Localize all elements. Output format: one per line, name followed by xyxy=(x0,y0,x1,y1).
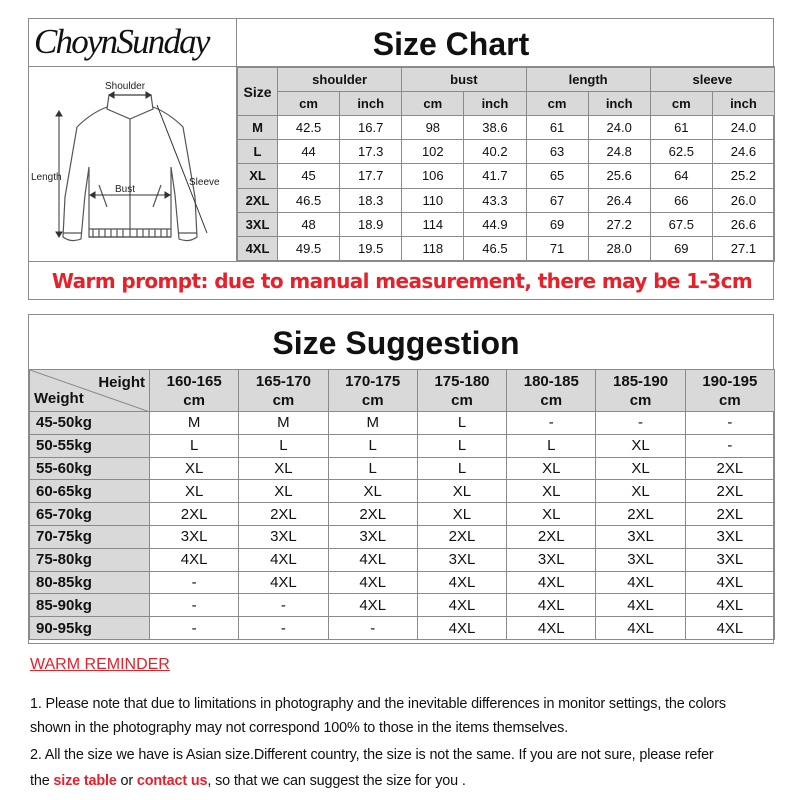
height-range: 185-190 xyxy=(613,372,669,390)
size-label: 3XL xyxy=(238,212,278,236)
warm-prompt: Warm prompt: due to manual measurement, there may be 1-3cm xyxy=(29,261,775,300)
size-suggestion-table xyxy=(29,369,775,640)
note-text: the xyxy=(30,773,54,789)
suggested-size-cell: 4XL xyxy=(239,571,328,594)
suggested-size-cell: XL xyxy=(596,457,685,480)
suggested-size-cell: L xyxy=(417,434,506,457)
measurement-cell: 44 xyxy=(278,140,340,164)
suggested-size-cell: XL xyxy=(417,480,506,503)
weight-row xyxy=(30,503,775,526)
suggested-size-cell: - xyxy=(150,594,239,617)
height-range: 165-170 xyxy=(255,372,311,390)
suggested-size-cell: 2XL xyxy=(328,503,417,526)
measurement-cell: 66 xyxy=(650,188,712,212)
height-unit: cm xyxy=(361,391,384,409)
size-chart-panel xyxy=(28,18,774,300)
size-suggestion-title: Size Suggestion xyxy=(272,325,520,361)
measurement-cell: 110 xyxy=(402,188,464,212)
measurement-cell: 27.2 xyxy=(588,212,650,236)
height-unit: cm xyxy=(451,391,473,409)
measurement-cell: 62.5 xyxy=(650,140,712,164)
size-table-link[interactable]: size table xyxy=(53,773,117,789)
measurement-cell: 24.6 xyxy=(712,140,774,164)
height-range: 175-180 xyxy=(434,372,490,390)
size-row xyxy=(238,212,775,236)
height-unit: cm xyxy=(719,391,741,409)
suggested-size-cell: 3XL xyxy=(507,548,596,571)
suggested-size-cell: L xyxy=(417,457,506,480)
suggested-size-cell: 2XL xyxy=(685,480,774,503)
group-header: length xyxy=(526,68,650,92)
suggested-size-cell: 4XL xyxy=(328,548,417,571)
measurement-cell: 26.4 xyxy=(588,188,650,212)
size-column-header: Size xyxy=(238,68,278,116)
weight-range: 85-90kg xyxy=(30,594,150,617)
suggested-size-cell: 4XL xyxy=(417,594,506,617)
suggested-size-cell: L xyxy=(328,457,417,480)
suggested-size-cell: XL xyxy=(596,480,685,503)
suggested-size-cell: 4XL xyxy=(328,571,417,594)
measurement-cell: 16.7 xyxy=(340,116,402,140)
brand-logo: ChoynSunday xyxy=(29,19,237,67)
measurement-cell: 24.0 xyxy=(588,116,650,140)
size-chart-title: Size Chart xyxy=(237,19,775,67)
height-range: 160-165 xyxy=(166,372,222,390)
measurement-cell: 25.2 xyxy=(712,164,774,188)
suggested-size-cell: XL xyxy=(596,434,685,457)
contact-us-link[interactable]: contact us xyxy=(136,773,208,789)
suggested-size-cell: 2XL xyxy=(685,503,774,526)
suggested-size-cell: 4XL xyxy=(685,594,774,617)
bust-label: Bust xyxy=(115,184,136,195)
weight-row xyxy=(30,525,775,548)
suggested-size-cell: 3XL xyxy=(685,548,774,571)
measurement-cell: 43.3 xyxy=(464,188,526,212)
suggested-size-cell: 4XL xyxy=(328,594,417,617)
unit-header: inch xyxy=(340,92,402,116)
group-header: shoulder xyxy=(278,68,402,92)
measurement-cell: 38.6 xyxy=(464,116,526,140)
measurement-cell: 45 xyxy=(278,164,340,188)
suggested-size-cell: 2XL xyxy=(239,503,328,526)
measurement-cell: 24.0 xyxy=(712,116,774,140)
measurement-cell: 67.5 xyxy=(650,212,712,236)
suggested-size-cell: L xyxy=(150,434,239,457)
suggested-size-cell: XL xyxy=(417,503,506,526)
height-unit: cm xyxy=(629,391,652,409)
height-range-header xyxy=(328,370,417,412)
weight-range: 65-70kg xyxy=(30,503,150,526)
suggested-size-cell: - xyxy=(685,434,774,457)
suggested-size-cell: XL xyxy=(328,480,417,503)
measurement-cell: 65 xyxy=(526,164,588,188)
measurement-cell: 71 xyxy=(526,236,588,260)
suggested-size-cell: 4XL xyxy=(596,617,685,640)
suggested-size-cell: XL xyxy=(239,480,328,503)
suggested-size-cell: XL xyxy=(507,480,596,503)
suggested-size-cell: XL xyxy=(507,503,596,526)
shoulder-label: Shoulder xyxy=(105,81,146,92)
weight-row xyxy=(30,457,775,480)
suggested-size-cell: - xyxy=(150,571,239,594)
group-header: sleeve xyxy=(650,68,774,92)
weight-range: 70-75kg xyxy=(30,525,150,548)
height-weight-corner xyxy=(30,370,150,412)
measurement-cell: 114 xyxy=(402,212,464,236)
measurement-cell: 69 xyxy=(526,212,588,236)
measurement-cell: 69 xyxy=(650,236,712,260)
measurement-cell: 17.3 xyxy=(340,140,402,164)
measurement-cell: 40.2 xyxy=(464,140,526,164)
suggested-size-cell: L xyxy=(328,434,417,457)
measurement-cell: 102 xyxy=(402,140,464,164)
measurement-cell: 48 xyxy=(278,212,340,236)
measurement-cell: 46.5 xyxy=(464,236,526,260)
suggested-size-cell: - xyxy=(685,412,774,435)
size-label: 4XL xyxy=(238,236,278,260)
weight-range: 50-55kg xyxy=(30,434,150,457)
reminder-note-1-line-1: 1. Please note that due to limitations in photography and the inevitable differences in monitor settings, the colors xyxy=(30,696,726,712)
suggested-size-cell: M xyxy=(328,412,417,435)
height-range-header xyxy=(239,370,328,412)
size-row xyxy=(238,164,775,188)
suggested-size-cell: XL xyxy=(239,457,328,480)
measurement-cell: 26.0 xyxy=(712,188,774,212)
measurement-cell: 49.5 xyxy=(278,236,340,260)
suggested-size-cell: 4XL xyxy=(685,617,774,640)
unit-header: cm xyxy=(278,92,340,116)
weight-range: 75-80kg xyxy=(30,548,150,571)
suggested-size-cell: M xyxy=(239,412,328,435)
measurement-cell: 24.8 xyxy=(588,140,650,164)
unit-header: cm xyxy=(650,92,712,116)
suggested-size-cell: 2XL xyxy=(507,525,596,548)
suggested-size-cell: 4XL xyxy=(417,617,506,640)
size-chart-table xyxy=(237,67,775,261)
reminder-note-2-line-2 xyxy=(30,771,790,791)
measurement-cell: 25.6 xyxy=(588,164,650,188)
size-suggestion-panel xyxy=(28,314,774,644)
suggested-size-cell: 3XL xyxy=(328,525,417,548)
height-range-header xyxy=(417,370,506,412)
note-text: , so that we can suggest the size for you . xyxy=(207,773,466,789)
suggested-size-cell: - xyxy=(328,617,417,640)
weight-row xyxy=(30,412,775,435)
weight-row xyxy=(30,594,775,617)
suggested-size-cell: 3XL xyxy=(417,548,506,571)
weight-row xyxy=(30,571,775,594)
group-header: bust xyxy=(402,68,526,92)
suggested-size-cell: - xyxy=(596,412,685,435)
measurement-cell: 44.9 xyxy=(464,212,526,236)
height-range-header xyxy=(596,370,685,412)
measurement-cell: 67 xyxy=(526,188,588,212)
suggested-size-cell: 3XL xyxy=(239,525,328,548)
suggested-size-cell: 4XL xyxy=(417,571,506,594)
height-range: 180-185 xyxy=(523,372,579,390)
height-unit: cm xyxy=(183,391,205,409)
weight-range: 80-85kg xyxy=(30,571,150,594)
suggested-size-cell: 2XL xyxy=(150,503,239,526)
measurement-cell: 118 xyxy=(402,236,464,260)
suggested-size-cell: 4XL xyxy=(239,548,328,571)
weight-row xyxy=(30,617,775,640)
unit-header: cm xyxy=(526,92,588,116)
suggested-size-cell: 2XL xyxy=(596,503,685,526)
measurement-cell: 61 xyxy=(650,116,712,140)
measurement-cell: 19.5 xyxy=(340,236,402,260)
reminder-note-1-line-2: shown in the photography may not correspond 100% to those in the items themselves. xyxy=(30,720,569,736)
measurement-cell: 64 xyxy=(650,164,712,188)
measurement-cell: 41.7 xyxy=(464,164,526,188)
measurement-cell: 61 xyxy=(526,116,588,140)
size-row xyxy=(238,236,775,260)
height-range-header xyxy=(507,370,596,412)
size-label: M xyxy=(238,116,278,140)
suggested-size-cell: 3XL xyxy=(150,525,239,548)
suggested-size-cell: L xyxy=(507,434,596,457)
weight-range: 90-95kg xyxy=(30,617,150,640)
weight-range: 60-65kg xyxy=(30,480,150,503)
measurement-cell: 28.0 xyxy=(588,236,650,260)
suggested-size-cell: - xyxy=(239,594,328,617)
reminder-note-2-line-1: 2. All the size we have is Asian size.Different country, the size is not the same. If you are not sure, please refer xyxy=(30,747,714,763)
size-label: XL xyxy=(238,164,278,188)
measurement-cell: 18.9 xyxy=(340,212,402,236)
weight-row xyxy=(30,434,775,457)
measurement-cell: 63 xyxy=(526,140,588,164)
weight-axis-label: Weight xyxy=(34,390,84,407)
unit-header: inch xyxy=(464,92,526,116)
height-range: 170-175 xyxy=(345,372,401,390)
suggested-size-cell: 4XL xyxy=(507,594,596,617)
sleeve-label: Sleeve xyxy=(189,177,220,188)
measurement-cell: 27.1 xyxy=(712,236,774,260)
suggested-size-cell: 4XL xyxy=(596,571,685,594)
suggested-size-cell: 4XL xyxy=(507,617,596,640)
height-unit: cm xyxy=(272,391,295,409)
height-range-header xyxy=(150,370,239,412)
suggested-size-cell: L xyxy=(239,434,328,457)
suggested-size-cell: - xyxy=(150,617,239,640)
suggested-size-cell: 4XL xyxy=(150,548,239,571)
measurement-cell: 98 xyxy=(402,116,464,140)
measurement-cell: 106 xyxy=(402,164,464,188)
measurement-cell: 42.5 xyxy=(278,116,340,140)
height-range: 190-195 xyxy=(702,372,758,390)
warm-reminder-title: WARM REMINDER xyxy=(30,656,170,673)
suggested-size-cell: 3XL xyxy=(596,525,685,548)
suggested-size-cell: 2XL xyxy=(685,457,774,480)
suggested-size-cell: 4XL xyxy=(596,594,685,617)
height-unit: cm xyxy=(540,391,563,409)
measurement-cell: 17.7 xyxy=(340,164,402,188)
length-label: Length xyxy=(31,172,62,183)
suggested-size-cell: XL xyxy=(150,457,239,480)
suggested-size-cell: 4XL xyxy=(507,571,596,594)
measurement-cell: 46.5 xyxy=(278,188,340,212)
weight-row xyxy=(30,480,775,503)
suggested-size-cell: 2XL xyxy=(417,525,506,548)
size-row xyxy=(238,116,775,140)
suggested-size-cell: M xyxy=(150,412,239,435)
height-range-header xyxy=(685,370,774,412)
jacket-diagram xyxy=(29,67,237,261)
suggested-size-cell: XL xyxy=(150,480,239,503)
suggested-size-cell: 3XL xyxy=(596,548,685,571)
height-axis-label: Height xyxy=(98,374,145,391)
weight-row xyxy=(30,548,775,571)
size-row xyxy=(238,140,775,164)
unit-header: inch xyxy=(712,92,774,116)
unit-header: inch xyxy=(588,92,650,116)
size-label: L xyxy=(238,140,278,164)
size-label: 2XL xyxy=(238,188,278,212)
measurement-cell: 18.3 xyxy=(340,188,402,212)
note-text: or xyxy=(116,773,137,789)
suggested-size-cell: - xyxy=(239,617,328,640)
suggested-size-cell: - xyxy=(507,412,596,435)
measurement-cell: 26.6 xyxy=(712,212,774,236)
weight-range: 45-50kg xyxy=(30,412,150,435)
suggested-size-cell: L xyxy=(417,412,506,435)
suggested-size-cell: 3XL xyxy=(685,525,774,548)
unit-header: cm xyxy=(402,92,464,116)
size-row xyxy=(238,188,775,212)
suggested-size-cell: 4XL xyxy=(685,571,774,594)
weight-range: 55-60kg xyxy=(30,457,150,480)
suggested-size-cell: XL xyxy=(507,457,596,480)
